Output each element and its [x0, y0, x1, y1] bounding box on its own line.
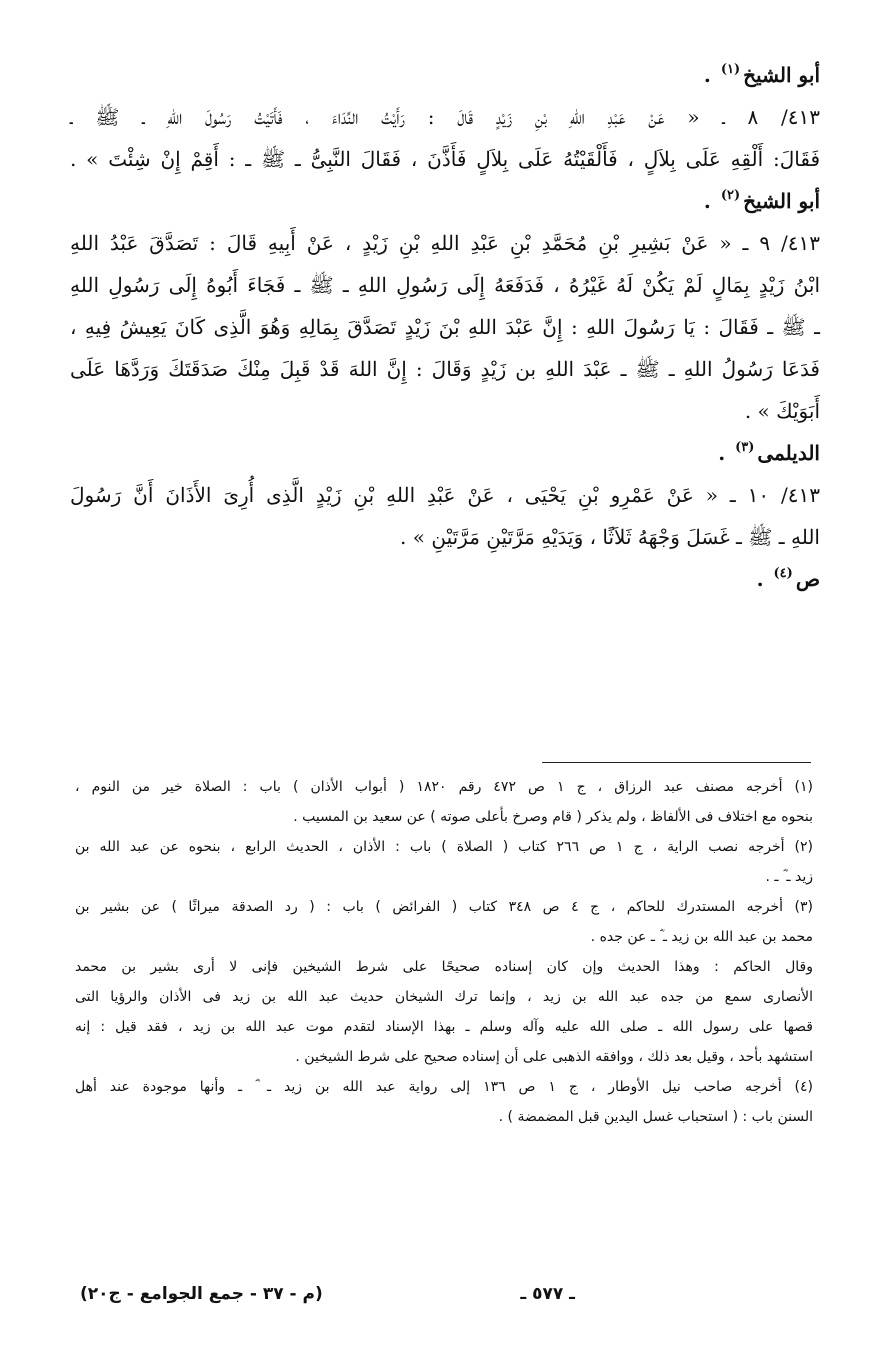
hadith-9-line-2: ابْنُ زَيْدٍ بِمَالٍ لَمْ يَكُنْ لَهُ غَيْرُهُ ، فَدَفَعَهُ إِلَى رَسُولِ اللهِ ـ ﷺ ـ فَجَاءَ أَبُوهُ إِلَى رَسُولِ اللهِ	[70, 273, 820, 297]
footnote-3-line-6: استشهد بأحد ، وقيل بعد ذلك ، ووافقه الذهبى على أن إسناده صحيح على شرط الشيخين .	[295, 1049, 813, 1065]
source-attribution-2	[70, 186, 820, 216]
hadith-8-line-2: فَقَالَ: أَلْقِهِ عَلَى بِلاَلٍ ، فَأَلْقَيْتُهُ عَلَى بِلاَلٍ فَأَذَّنَ ، فَقَالَ النَّبِىُّ ـ ﷺ ـ : أَقِمْ إِنْ شِئْتَ » .	[70, 147, 820, 171]
source-attribution-3	[70, 438, 820, 468]
source-name: الديلمى	[757, 441, 820, 465]
footnote-3-line-2: محمد بن عبد الله بن زيد ـ ؓ ـ عن جده .	[590, 929, 813, 945]
footnote-divider	[542, 762, 811, 763]
footnote-3-line-3: وقال الحاكم : وهذا الحديث وإن كان إسناده صحيحًا على شرط الشيخين فإنى لا أرى بشير بن محمد	[75, 959, 813, 975]
source-end: .	[703, 189, 718, 213]
footnote-3-line-1: (٣) أخرجه المستدرك للحاكم ، ج ٤ ص ٣٤٨ كتاب ( الفرائض ) باب : ( رد الصدقة ميراثًا ) عن بشير بن	[75, 899, 814, 915]
hadith-10-line-2: اللهِ ـ ﷺ ـ غَسَلَ وَجْهَهُ ثَلاَثًا ، وَيَدَيْهِ مَرَّتَيْنِ مَرَّتَيْنِ » .	[400, 525, 820, 549]
hadith-9-line-5: أَبَوَيْكَ » .	[744, 399, 820, 423]
footnote-ref-3: (٣)	[735, 440, 755, 455]
hadith-8-line-1: ٤١٣/ ٨ ـ « عَنْ عَبْدِ اللهِ بْنِ زَيْدٍ قَالَ : رَأَيْتُ النِّدَاءَ ، فَأَتَيْتُ رَسُولَ اللهِ ـ ﷺ ـ	[70, 105, 820, 129]
source-end: .	[703, 63, 718, 87]
footnote-1-line-2: بنحوه مع اختلاف فى الألفاظ ، ولم يذكر ( قام وصرخ بأعلى صوته ) عن سعيد بن المسيب .	[293, 809, 813, 825]
footnote-3-line-5: قصها على رسول الله ـ صلى الله عليه وآله وسلم ـ بهذا الإسناد لتقدم موت عبد الله بن زيد ، فقد قيل : إنه	[75, 1019, 813, 1035]
source-name: ص	[795, 567, 820, 591]
hadith-9-line-3: ـ ﷺ ـ فَقَالَ : يَا رَسُولَ اللهِ : إِنَّ عَبْدَ اللهِ بْنَ زَيْدٍ تَصَدَّقَ بِمَالِهِ وَهُوَ الَّذِى كَانَ يَعِيشُ فِيهِ ،	[70, 315, 820, 339]
footnote-2-line-2: زيد ـ ؓ ـ .	[765, 869, 813, 885]
footnotes	[75, 772, 813, 1132]
footnote-ref-1: (١)	[720, 62, 741, 77]
page-number: ـ ٥٧٧ ـ	[520, 1284, 575, 1304]
footnote-1-line-1: (١) أخرجه مصنف عبد الرزاق ، ج ١ ص ٤٧٢ رقم ١٨٢٠ ( أبواب الأذان ) باب : الصلاة خير من النوم ،	[75, 779, 814, 795]
footnote-4-line-1: (٤) أخرجه صاحب نيل الأوطار ، ج ١ ص ١٣٦ إلى رواية عبد الله بن زيد ـ ؓ ـ وأنها موجودة عند أهل	[75, 1079, 814, 1095]
source-name: أبو الشيخ	[743, 63, 820, 87]
hadith-9-line-4: فَدَعَا رَسُولُ اللهِ ـ ﷺ ـ عَبْدَ اللهِ بن زَيْدٍ وَقَالَ : إِنَّ اللهَ قَدْ قَبِلَ مِنْكَ صَدَقَتَكَ وَرَدَّهَا عَلَى	[70, 357, 820, 381]
source-name: أبو الشيخ	[743, 189, 820, 213]
footnote-ref-2: (٢)	[720, 188, 741, 203]
source-end: .	[756, 567, 771, 591]
source-end: .	[718, 441, 733, 465]
volume-marker: (م - ٣٧ - جمع الجوامع - ج٢٠)	[80, 1284, 323, 1304]
hadith-10-line-1: ٤١٣/ ١٠ ـ « عَنْ عَمْرِو بْنِ يَحْيَى ، عَنْ عَبْدِ اللهِ بْنِ زَيْدٍ الَّذِى أُرِىَ الأَذَانَ أَنَّ رَسُولَ	[70, 483, 820, 507]
source-attribution-1	[70, 60, 820, 90]
footnote-ref-4: (٤)	[773, 566, 793, 581]
footnote-3-line-4: الأنصارى سمع من جده عبد الله بن زيد ، وإنما ترك الشيخان حديث عبد الله بن زيد فى الأذان والرؤيا التى	[75, 989, 813, 1005]
source-attribution-4	[70, 564, 820, 594]
page-footer	[80, 1284, 810, 1314]
footnote-4-line-2: السنن باب : ( استحباب غسل اليدين قبل المضمضة ) .	[498, 1109, 813, 1125]
footnote-2-line-1: (٢) أخرجه نصب الراية ، ج ١ ص ٢٦٦ كتاب ( الصلاة ) باب : الأذان ، الحديث الرابع ، بنحوه عن عبد الله بن	[75, 839, 813, 855]
main-text	[70, 60, 820, 606]
hadith-9-line-1: ٤١٣/ ٩ ـ « عَنْ بَشِيرِ بْنِ مُحَمَّدِ بْنِ عَبْدِ اللهِ بْنِ زَيْدٍ ، عَنْ أَبِيهِ قَالَ : تَصَدَّقَ عَبْدُ اللهِ	[70, 231, 820, 255]
